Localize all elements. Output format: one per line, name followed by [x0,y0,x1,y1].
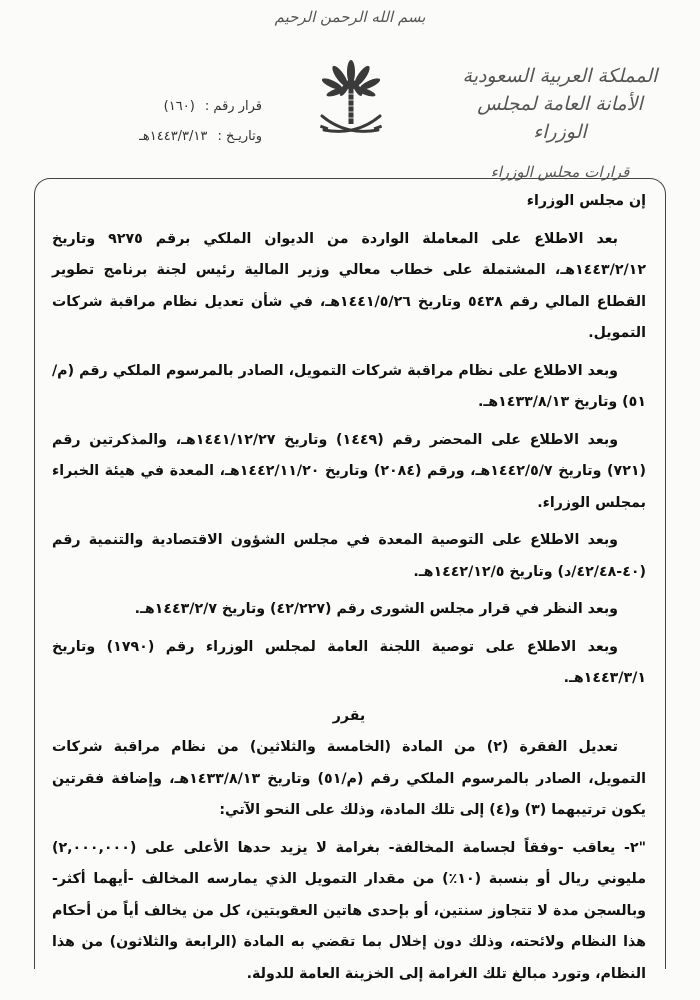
recital-paragraph: بعد الاطلاع على المعاملة الواردة من الديوان الملكي برقم ٩٢٧٥ وتاريخ ١٤٤٣/٢/١٢هـ، المشتملة على خطاب معالي وزير المالية رئيس لجنة برنامج تطوير القطاع المالي رقم ٥٤٣٨ وتاريخ ١٤٤١/٥/٢٦هـ، في شأن تعديل نظام مراقبة شركات التمويل. [52,230,646,341]
recital-paragraph: وبعد الاطلاع على التوصية المعدة في مجلس الشؤون الاقتصادية والتنمية رقم (٤٠-٤٢/٤٨/د) وتاريخ ١٤٤٢/١٢/٥هـ. [52,532,646,580]
organization-header [450,62,670,184]
decision-date-row [62,122,262,152]
decision-text: تعديل الفقرة (٢) من المادة (الخامسة والثلاثين) من نظام مراقبة شركات التمويل، الصادر بالمرسوم الملكي رقم (م/٥١) وتاريخ ١٤٣٣/٨/١٣هـ، وإضافة فقرتين يكون ترتيبهما (٣) و(٤) إلى تلك المادة، وذلك على النحو الآتي: [52,739,646,818]
recital-paragraph: وبعد الاطلاع على نظام مراقبة شركات التمويل، الصادر بالمرسوم الملكي رقم (م/٥١) وتاريخ ١٤٣٣/٨/١٣هـ. [52,362,646,410]
opening-line: إن مجلس الوزراء [526,193,646,209]
recital-paragraph: وبعد النظر في قرار مجلس الشورى رقم (٤٢/٢٢٧) وتاريخ ١٤٤٣/٢/٧هـ. [134,601,618,617]
recital-paragraph: وبعد الاطلاع على توصية اللجنة العامة لمجلس الوزراء رقم (١٧٩٠) وتاريخ ١٤٤٣/٣/١هـ. [52,638,646,686]
decision-label: قرار رقم : [204,99,262,114]
decision-body [52,186,646,996]
org-country: المملكة العربية السعودية [462,65,658,87]
palm-swords-emblem-icon [316,58,386,144]
org-subtitle: قرارات مجلس الوزراء [490,163,630,181]
decision-number-row [62,92,262,122]
recital-paragraph: وبعد الاطلاع على المحضر رقم (١٤٤٩) وتاريخ ١٤٤١/١٢/٢٧هـ، والمذكرتين رقم (٧٢١) وتاريخ ١٤٤٢/٥/٧هـ، ورقم (٢٠٨٤) وتاريخ ١٤٤٢/١١/٢٠هـ، المعدة في هيئة الخبراء بمجلس الوزراء. [52,431,647,511]
amended-clause: "٢- يعاقب -وفقاً لجسامة المخالفة- بغرامة لا يزيد حدها الأعلى على (٢,٠٠٠,٠٠٠) مليوني ريال أو بنسبة (١٠٪) من مقدار التمويل الذي يمارسه المخالف -أيهما أكثر- وبالسجن مدة لا تتجاوز سنتين، أو بإحدى هاتين العقوبتين، كل من يخالف أياً من أحكام هذا النظام ولائحته، وذلك دون إخلال بما تقضي به المادة (الرابعة والثلاثون) من هذا النظام، وتورد مبالغ تلك الغرامة إلى الخزينة العامة للدولة. [52,839,647,982]
decision-meta [62,92,262,152]
basmala: بسم الله الرحمن الرحيم [274,8,426,26]
decision-date: ١٤٤٣/٣/١٣هـ [139,129,208,144]
date-label: وتاريـخ : [217,129,262,144]
org-secretariat: الأمانة العامة لمجلس الوزراء [477,93,643,143]
decision-number: (١٦٠) [163,99,195,114]
decides-heading: يقرر [332,707,366,724]
